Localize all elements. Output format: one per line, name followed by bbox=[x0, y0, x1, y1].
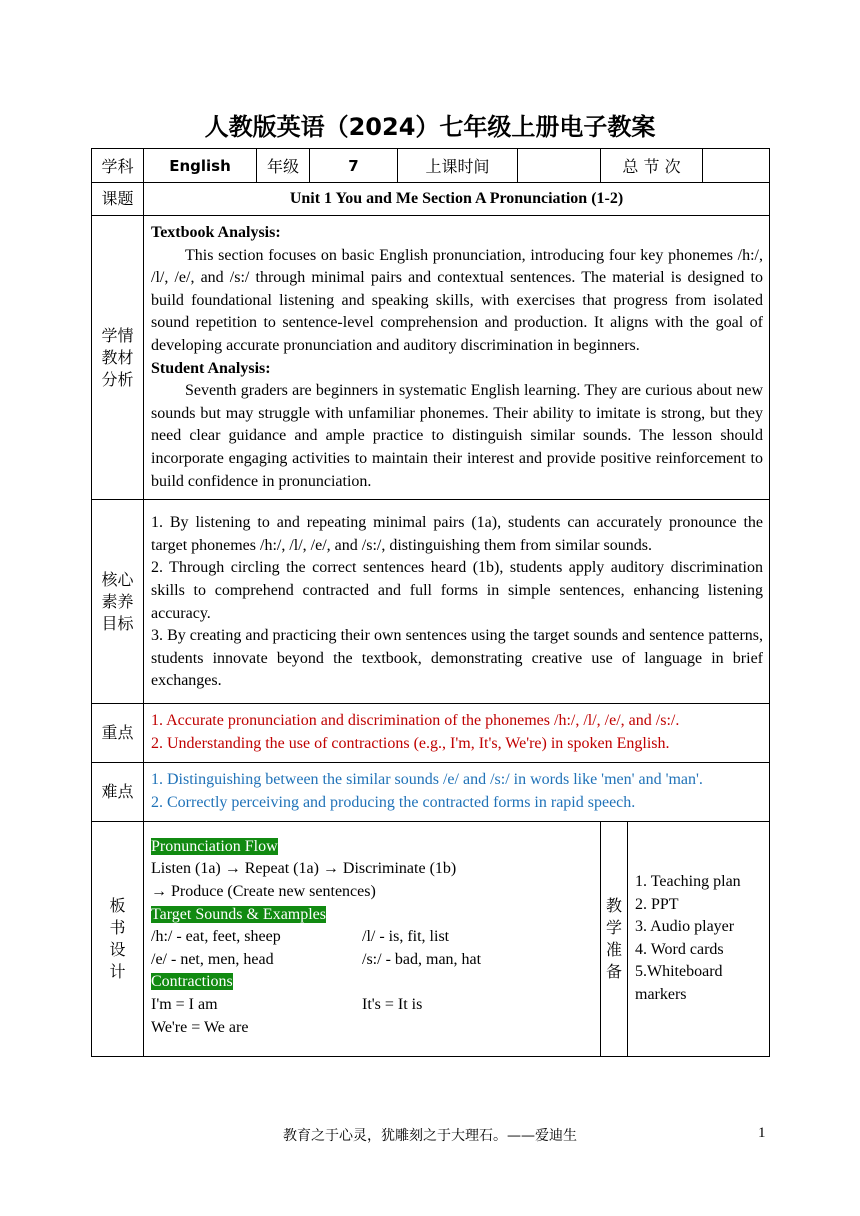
difficulties-row bbox=[92, 762, 770, 821]
objectives-label-line: 核心 bbox=[101, 569, 134, 589]
difficulty-item: 2. Correctly perceiving and producing the contracted forms in rapid speech. bbox=[151, 793, 636, 811]
objectives-label bbox=[92, 500, 144, 704]
flow-line: → Produce (Create new sentences) bbox=[151, 883, 376, 901]
prep-item: 1. Teaching plan bbox=[635, 873, 741, 891]
key-points-content bbox=[144, 703, 770, 762]
analysis-label-line: 学情 bbox=[101, 325, 134, 345]
sounds-row bbox=[151, 926, 594, 949]
class-time-value bbox=[518, 149, 601, 183]
textbook-analysis-text: This section focuses on basic English pronunciation, introducing four key phonemes /h:/, /l/, /e/, and /s:/ through minimal pairs and contextual sentences. The material is designed to build foundational listening and speaking skills, with exercises that progress from isolated sound repetition to sentence-level comprehension and production. It aligns with the goal of developing accurate pronunciation and auditory discrimination in beginners. bbox=[151, 246, 763, 354]
pronunciation-flow-heading: Pronunciation Flow bbox=[151, 837, 278, 855]
objectives-label-line: 目标 bbox=[101, 613, 134, 633]
objective-item: 1. By listening to and repeating minimal pairs (1a), students can accurately pronounce the target phonemes /h:/, /l/, /e/, and /s:/, distinguishing them from similar sounds. bbox=[151, 514, 763, 554]
key-points-row bbox=[92, 703, 770, 762]
objective-item: 3. By creating and practicing their own sentences using the target sounds and sentence patterns, students innovate beyond the textbook, demonstrating creative use of language in brief exchanges. bbox=[151, 627, 763, 690]
sound-example: /s:/ - bad, man, hat bbox=[362, 950, 482, 968]
grade-value: 7 bbox=[310, 149, 398, 183]
key-point-item: 2. Understanding the use of contractions (e.g., I'm, It's, We're) in spoken English. bbox=[151, 734, 670, 752]
contraction-item: I'm = I am bbox=[151, 996, 218, 1014]
contractions-heading: Contractions bbox=[151, 973, 233, 991]
teaching-prep-list bbox=[628, 821, 770, 1056]
footer-quote: 教育之于心灵，犹雕刻之于大理石。——爱迪生 bbox=[283, 1128, 577, 1144]
class-time-label: 上课时间 bbox=[398, 149, 518, 183]
board-label-char: 设 bbox=[109, 939, 126, 959]
sounds-row bbox=[151, 949, 594, 972]
analysis-label bbox=[92, 216, 144, 500]
board-label-char: 板 bbox=[109, 895, 126, 915]
page-number: 1 bbox=[758, 1125, 766, 1141]
student-analysis-text: Seventh graders are beginners in systematic English learning. They are curious about new sounds but may struggle with unfamiliar phonemes. Their ability to imitate is strong, but they need clear guidance and ample practice to distinguish similar sounds. The lesson should incorporate engaging activities to maintain their interest and provide positive reinforcement to build confidence in pronunciation. bbox=[151, 382, 763, 490]
lesson-plan-table bbox=[91, 148, 770, 1057]
board-label-char: 计 bbox=[109, 961, 126, 981]
key-point-item: 1. Accurate pronunciation and discrimination of the phonemes /h:/, /l/, /e/, and /s:/. bbox=[151, 712, 680, 730]
analysis-label-line: 教材 bbox=[101, 347, 134, 367]
analysis-content bbox=[144, 216, 770, 500]
sound-example: /e/ - net, men, head bbox=[151, 950, 274, 968]
difficulties-content bbox=[144, 762, 770, 821]
total-sessions-label: 总 节 次 bbox=[601, 149, 703, 183]
lesson-title-row bbox=[92, 183, 770, 216]
difficulty-item: 1. Distinguishing between the similar sounds /e/ and /s:/ in words like 'men' and 'man'. bbox=[151, 771, 703, 789]
subject-label: 学科 bbox=[92, 149, 144, 183]
lesson-title-value: Unit 1 You and Me Section A Pronunciation (1-2) bbox=[144, 183, 770, 216]
total-sessions-value bbox=[703, 149, 770, 183]
student-analysis-heading: Student Analysis: bbox=[151, 359, 271, 377]
prep-item: 3. Audio player bbox=[635, 918, 735, 936]
prep-item: 4. Word cards bbox=[635, 940, 724, 958]
objective-item: 2. Through circling the correct sentences heard (1b), students apply auditory discrimination skills to comprehend contracted and full forms in simple sentences, enhancing listening accuracy. bbox=[151, 559, 763, 622]
subject-value: English bbox=[144, 149, 257, 183]
prep-label-char: 学 bbox=[605, 917, 622, 937]
teaching-prep-label bbox=[601, 821, 628, 1056]
board-row bbox=[92, 821, 770, 1056]
objectives-label-line: 素养 bbox=[101, 591, 134, 611]
contraction-item: We're = We are bbox=[151, 1018, 249, 1036]
board-design-content bbox=[144, 821, 601, 1056]
prep-item: 5.Whiteboard markers bbox=[635, 963, 723, 1004]
grade-label: 年级 bbox=[257, 149, 310, 183]
key-points-label: 重点 bbox=[92, 703, 144, 762]
flow-line: Listen (1a) → Repeat (1a) → Discriminate (1b) bbox=[151, 860, 457, 878]
prep-label-char: 教 bbox=[605, 895, 622, 915]
sound-example: /h:/ - eat, feet, sheep bbox=[151, 928, 281, 946]
analysis-label-line: 分析 bbox=[101, 369, 134, 389]
board-design-label bbox=[92, 821, 144, 1056]
difficulties-label: 难点 bbox=[92, 762, 144, 821]
prep-label-char: 备 bbox=[605, 961, 622, 981]
prep-label-char: 准 bbox=[605, 939, 622, 959]
textbook-analysis-heading: Textbook Analysis: bbox=[151, 224, 281, 241]
sound-example: /l/ - is, fit, list bbox=[362, 928, 450, 946]
contractions-row bbox=[151, 994, 594, 1017]
objectives-row bbox=[92, 500, 770, 704]
board-label-char: 书 bbox=[109, 917, 126, 937]
header-row bbox=[92, 149, 770, 183]
objectives-content bbox=[144, 500, 770, 704]
target-sounds-heading: Target Sounds & Examples bbox=[151, 905, 327, 923]
contraction-item: It's = It is bbox=[362, 996, 423, 1014]
analysis-row bbox=[92, 216, 770, 500]
lesson-title-label: 课题 bbox=[92, 183, 144, 216]
prep-item: 2. PPT bbox=[635, 895, 679, 913]
document-title: 人教版英语（2024）七年级上册电子教案 bbox=[204, 113, 656, 141]
